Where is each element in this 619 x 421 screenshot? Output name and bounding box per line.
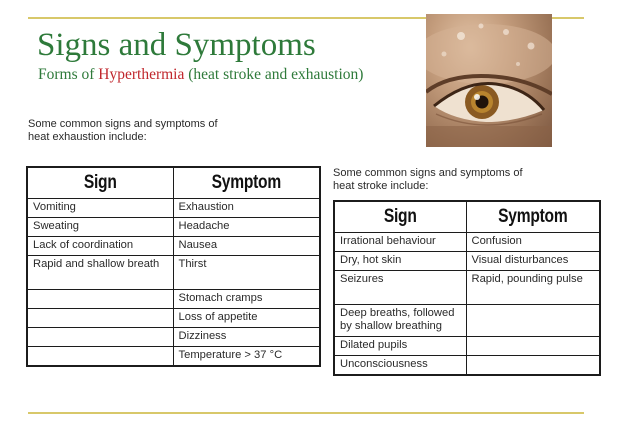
table-row: [27, 347, 320, 367]
table-row: [27, 309, 320, 328]
table-header-row: [334, 201, 600, 233]
sign-cell: [27, 328, 173, 347]
symptom-cell: Visual disturbances: [466, 252, 600, 271]
subtitle-suffix: (heat stroke and exhaustion): [184, 66, 364, 83]
heat-exhaustion-table: [26, 166, 321, 367]
eye-illustration: [426, 14, 552, 147]
sweaty-eye-photo: [426, 14, 552, 147]
symptom-cell: Rapid, pounding pulse: [466, 271, 600, 305]
table-row: [27, 328, 320, 347]
table-header-row: [27, 167, 320, 199]
sign-cell: [27, 290, 173, 309]
table-row: [27, 256, 320, 290]
sign-cell: Sweating: [27, 218, 173, 237]
sign-cell: Lack of coordination: [27, 237, 173, 256]
symptom-cell: Headache: [173, 218, 320, 237]
sign-cell: Irrational behaviour: [334, 233, 466, 252]
table-row: [27, 218, 320, 237]
table-row: [334, 271, 600, 305]
table-row: [334, 252, 600, 271]
symptom-cell: Confusion: [466, 233, 600, 252]
sign-cell: [27, 309, 173, 328]
symptom-column-header: Symptom: [186, 167, 307, 199]
sign-cell: Rapid and shallow breath: [27, 256, 173, 290]
heat-stroke-table: [333, 200, 601, 376]
sign-cell: Vomiting: [27, 199, 173, 218]
slide-title: Signs and Symptoms: [37, 27, 316, 63]
slide-subtitle: [38, 66, 363, 84]
symptom-cell: Thirst: [173, 256, 320, 290]
symptom-cell: [466, 305, 600, 337]
sign-cell: Deep breaths, followed by shallow breathing: [334, 305, 466, 337]
sign-column-header: Sign: [346, 201, 454, 233]
bottom-accent-rule: [28, 412, 584, 414]
symptom-cell: Loss of appetite: [173, 309, 320, 328]
top-accent-rule: [28, 17, 426, 19]
symptom-cell: [466, 356, 600, 376]
top-accent-rule-right: [552, 17, 584, 19]
sign-column-header: Sign: [40, 167, 160, 199]
sign-cell: Dry, hot skin: [334, 252, 466, 271]
heat-stroke-intro: Some common signs and symptoms of heat stroke include:: [333, 167, 523, 192]
table-row: [334, 356, 600, 376]
symptom-cell: Dizziness: [173, 328, 320, 347]
symptom-cell: [466, 337, 600, 356]
sign-cell: Seizures: [334, 271, 466, 305]
sign-cell: [27, 347, 173, 367]
table-row: [334, 233, 600, 252]
table-row: [334, 337, 600, 356]
symptom-cell: Nausea: [173, 237, 320, 256]
subtitle-prefix: Forms of: [38, 66, 99, 83]
table-row: [27, 199, 320, 218]
symptom-cell: Temperature > 37 °C: [173, 347, 320, 367]
symptom-column-header: Symptom: [478, 201, 588, 233]
symptom-cell: Exhaustion: [173, 199, 320, 218]
sign-cell: Unconsciousness: [334, 356, 466, 376]
table-row: [27, 290, 320, 309]
heat-exhaustion-intro: Some common signs and symptoms of heat exhaustion include:: [28, 118, 218, 143]
table-row: [27, 237, 320, 256]
symptom-cell: Stomach cramps: [173, 290, 320, 309]
table-row: [334, 305, 600, 337]
subtitle-highlight: Hyperthermia: [98, 66, 185, 83]
sign-cell: Dilated pupils: [334, 337, 466, 356]
